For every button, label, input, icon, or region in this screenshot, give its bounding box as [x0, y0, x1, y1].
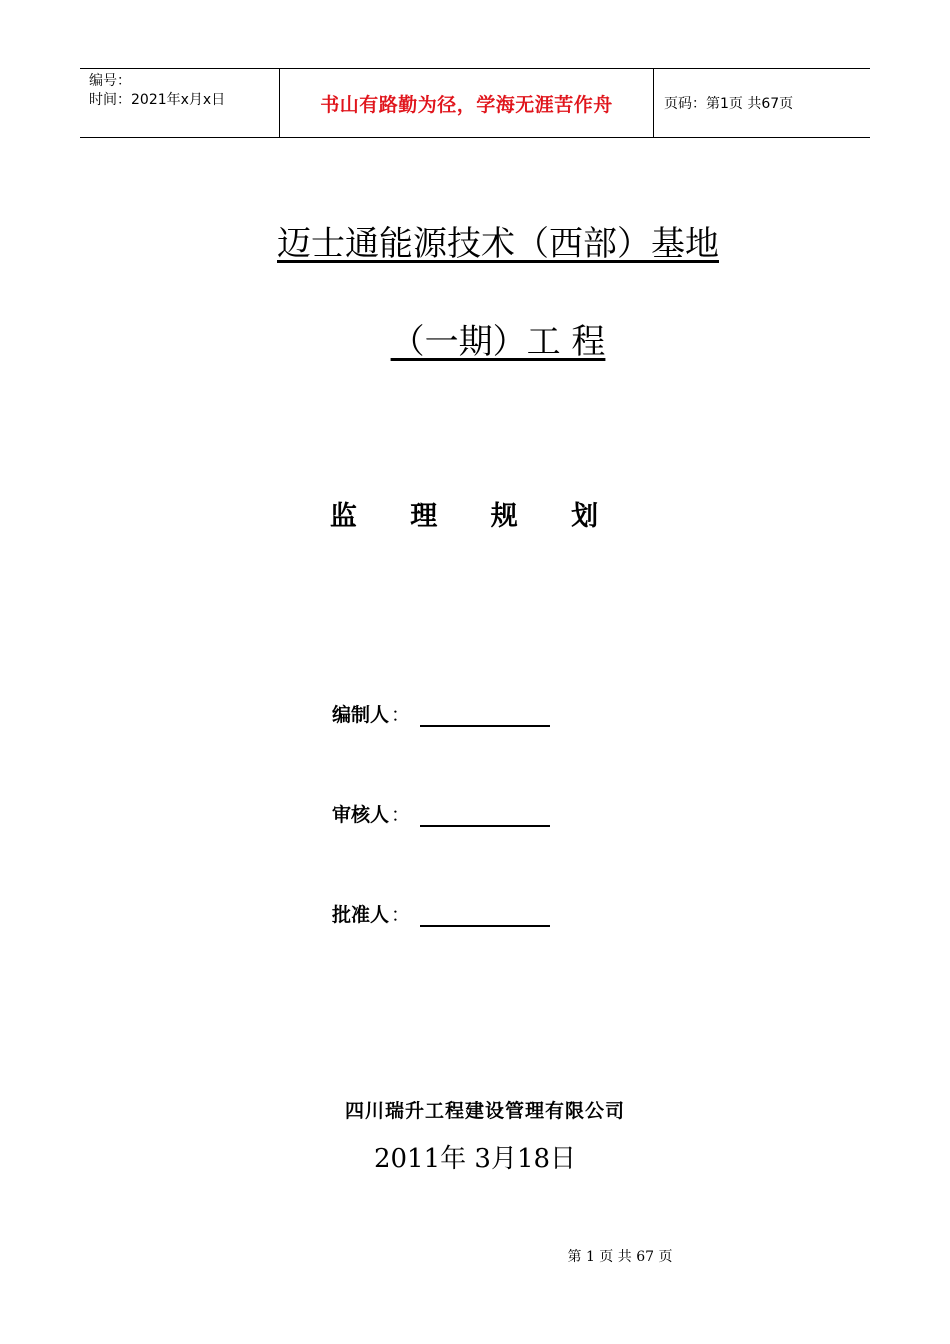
header-meta-cell: [80, 69, 280, 137]
document-date: 2011年 3月18日: [373, 1144, 577, 1174]
signature-colon: ：: [391, 904, 411, 926]
title-line-2-text: （一期）工 程: [390, 322, 606, 362]
document-title-line-1: [0, 216, 950, 265]
company-name: 四川瑞升工程建设管理有限公司: [344, 1100, 625, 1122]
document-number-label: 编号：: [89, 73, 131, 89]
document-title-line-2: [0, 314, 950, 363]
signature-label: 审核人: [332, 804, 390, 826]
page-header: [80, 68, 870, 138]
title-line-1-text: 迈士通能源技术（西部）基地: [277, 224, 719, 264]
page-footer: 第 1 页 共 67 页: [567, 1249, 673, 1265]
document-time-label: 时间：2021年x月x日: [89, 92, 226, 108]
signature-row-reviewer: [332, 800, 550, 827]
signature-line: [420, 805, 550, 827]
signature-line: [420, 705, 550, 727]
signature-colon: ：: [391, 704, 411, 726]
signature-colon: ：: [391, 804, 411, 826]
signature-label: 编制人: [332, 704, 390, 726]
document-subtitle: 监 理 规 划: [329, 501, 621, 532]
signature-row-approver: [332, 900, 550, 927]
signature-line: [420, 905, 550, 927]
header-page-info: 页码：第1页 共67页: [664, 96, 794, 112]
header-motto: 书山有路勤为径，学海无涯苦作舟: [280, 69, 654, 137]
signature-label: 批准人: [332, 904, 390, 926]
signature-row-compiler: [332, 700, 550, 727]
